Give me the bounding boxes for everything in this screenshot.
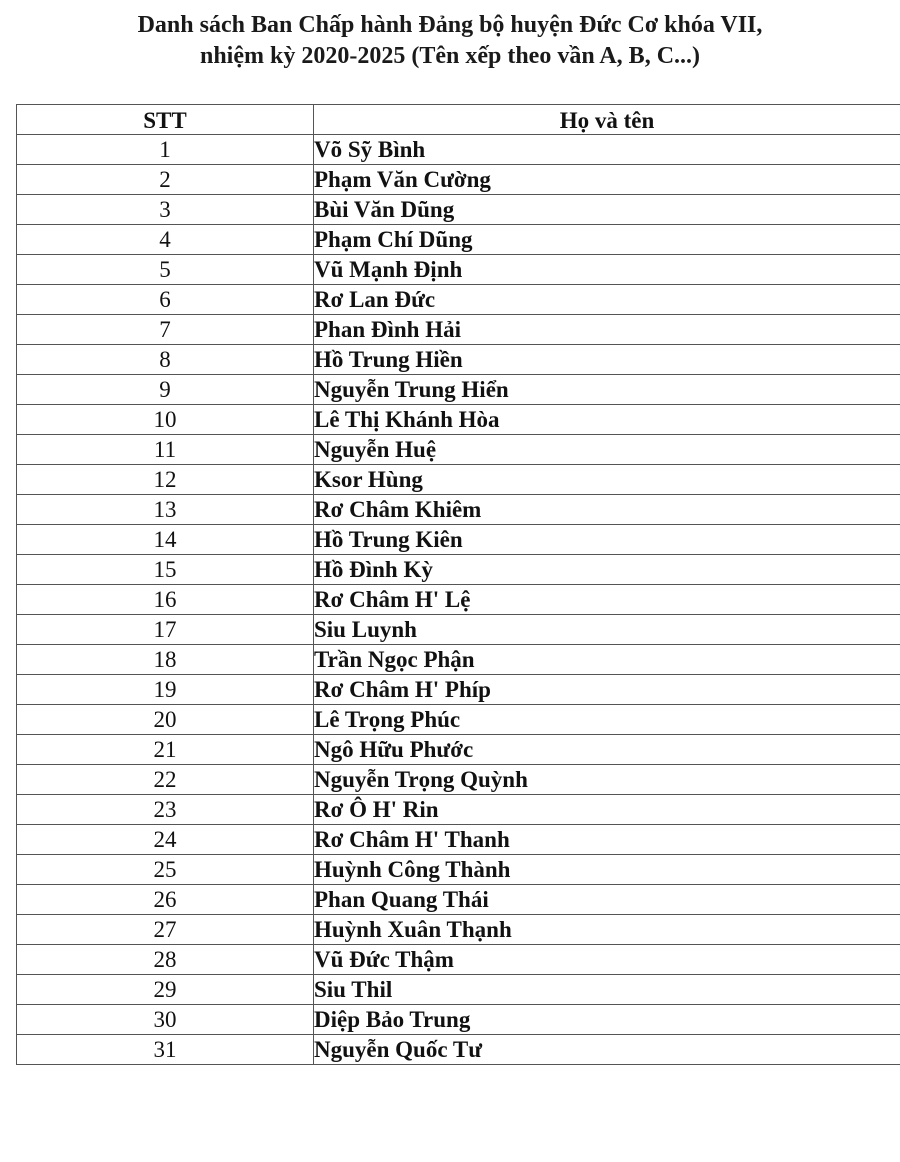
table-row [17,735,900,765]
member-name: Siu Thil [314,975,900,1005]
table-row [17,525,900,555]
table-row [17,405,900,435]
table-row [17,345,900,375]
row-number: 12 [17,465,314,495]
member-name: Lê Thị Khánh Hòa [314,405,900,435]
member-name: Phạm Văn Cường [314,165,900,195]
table-row [17,375,900,405]
table-row [17,225,900,255]
member-name: Nguyễn Trọng Quỳnh [314,765,900,795]
row-number: 1 [17,135,314,165]
table-row [17,495,900,525]
member-name: Ngô Hữu Phước [314,735,900,765]
member-name: Nguyễn Trung Hiển [314,375,900,405]
member-name: Nguyễn Huệ [314,435,900,465]
member-name: Hồ Đình Kỳ [314,555,900,585]
table-row [17,585,900,615]
member-name: Phan Quang Thái [314,885,900,915]
member-name: Phạm Chí Dũng [314,225,900,255]
row-number: 30 [17,1005,314,1035]
member-name: Huỳnh Công Thành [314,855,900,885]
table-row [17,555,900,585]
member-name: Rơ Châm H' Lệ [314,585,900,615]
table-row [17,885,900,915]
table-row [17,315,900,345]
row-number: 26 [17,885,314,915]
member-name: Bùi Văn Dũng [314,195,900,225]
row-number: 14 [17,525,314,555]
table-row [17,675,900,705]
table-row [17,915,900,945]
member-name: Vũ Mạnh Định [314,255,900,285]
row-number: 2 [17,165,314,195]
row-number: 10 [17,405,314,435]
row-number: 15 [17,555,314,585]
table-row [17,165,900,195]
row-number: 22 [17,765,314,795]
member-name: Phan Đình Hải [314,315,900,345]
table-row [17,615,900,645]
header-stt: STT [17,105,314,135]
member-name: Trần Ngọc Phận [314,645,900,675]
table-row [17,135,900,165]
title-line-1: Danh sách Ban Chấp hành Đảng bộ huyện Đức Cơ khóa VII, [137,12,763,38]
table-row [17,465,900,495]
header-name: Họ và tên [314,105,900,135]
table-row [17,795,900,825]
row-number: 28 [17,945,314,975]
member-name: Nguyễn Quốc Tư [314,1035,900,1065]
table-row [17,645,900,675]
row-number: 16 [17,585,314,615]
row-number: 3 [17,195,314,225]
row-number: 17 [17,615,314,645]
row-number: 21 [17,735,314,765]
table-row [17,825,900,855]
row-number: 31 [17,1035,314,1065]
row-number: 6 [17,285,314,315]
member-name: Vũ Đức Thậm [314,945,900,975]
member-name: Lê Trọng Phúc [314,705,900,735]
row-number: 8 [17,345,314,375]
member-name: Rơ Lan Đức [314,285,900,315]
table-row [17,1035,900,1065]
member-name: Diệp Bảo Trung [314,1005,900,1035]
row-number: 13 [17,495,314,525]
document-title [0,10,900,72]
member-name: Ksor Hùng [314,465,900,495]
title-line-2: nhiệm kỳ 2020-2025 (Tên xếp theo vần A, B, C...) [199,43,701,69]
table-body [17,135,900,1065]
member-name: Hồ Trung Kiên [314,525,900,555]
table-row [17,975,900,1005]
row-number: 7 [17,315,314,345]
row-number: 18 [17,645,314,675]
row-number: 19 [17,675,314,705]
table-row [17,285,900,315]
table-row [17,855,900,885]
row-number: 11 [17,435,314,465]
table-row [17,255,900,285]
row-number: 23 [17,795,314,825]
table-row [17,945,900,975]
row-number: 9 [17,375,314,405]
table-row [17,435,900,465]
row-number: 20 [17,705,314,735]
member-name: Rơ Ô H' Rin [314,795,900,825]
table-row [17,1005,900,1035]
member-name: Rơ Châm H' Thanh [314,825,900,855]
row-number: 29 [17,975,314,1005]
table-header-row [17,105,900,135]
member-name: Rơ Châm H' Phíp [314,675,900,705]
row-number: 24 [17,825,314,855]
table-row [17,765,900,795]
row-number: 25 [17,855,314,885]
member-name: Huỳnh Xuân Thạnh [314,915,900,945]
row-number: 5 [17,255,314,285]
member-name: Võ Sỹ Bình [314,135,900,165]
row-number: 4 [17,225,314,255]
table-row [17,195,900,225]
row-number: 27 [17,915,314,945]
member-name: Rơ Châm Khiêm [314,495,900,525]
table-row [17,705,900,735]
member-table [16,104,900,1065]
member-name: Hồ Trung Hiền [314,345,900,375]
member-name: Siu Luynh [314,615,900,645]
